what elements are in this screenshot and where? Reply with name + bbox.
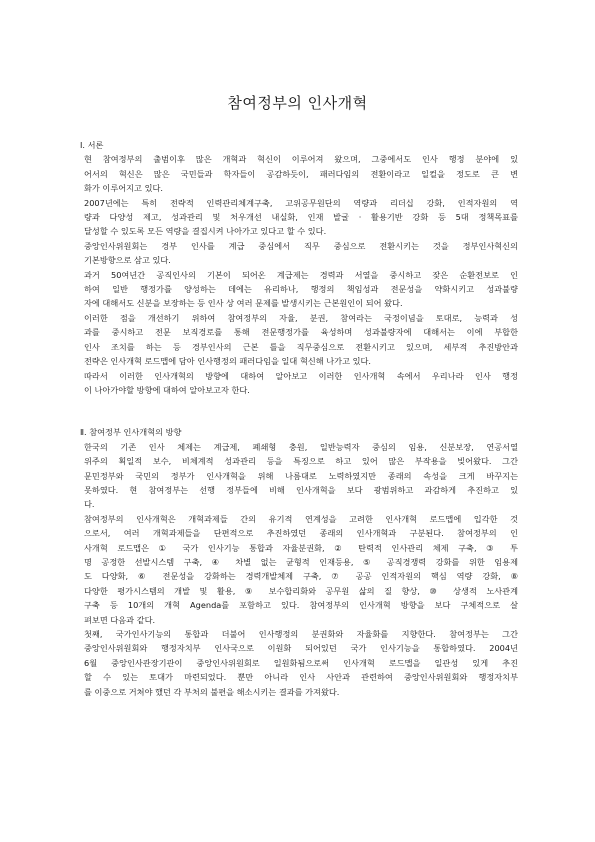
text-line: 한국의 기존 인사 체제는 계급제, 폐쇄형 충원, 일반능력자 중심의 임용, 신분보장, 연공서열 (84, 441, 518, 452)
text-line: 명 공정한 선발시스템 구축, ④ 차별 없는 균형적 인재등용, ⑤ 공직경쟁력 강화를 위한 임용제 (84, 556, 518, 567)
section-reform-direction (80, 440, 518, 699)
text-line: 할 수 있는 토대가 마련되었다. 뿐만 아니라 인사 사안과 관련하여 중앙인사위원회와 행정자치부 (84, 672, 518, 683)
paragraph (80, 152, 518, 195)
text-line: 과를 중시하고 전문 보직경로를 통해 전문행정가를 육성하며 성과불량자에 대해서는 이에 부합한 (84, 327, 518, 338)
paragraph (80, 440, 518, 512)
paragraph (80, 268, 518, 311)
text-line: 를 이중으로 거쳐야 했던 각 부처의 불편을 해소시키는 결과를 가져왔다. (84, 686, 340, 697)
text-line: 현 참여정부의 출범이후 많은 개혁과 혁신이 이루어져 왔으며, 그중에서도 인사 행정 분야에 있 (84, 154, 518, 165)
paragraph (80, 311, 518, 369)
text-line: 중앙인사위원회는 경부 인사를 계급 중심에서 직무 중심으로 전환시키는 것을 정부인사혁신의 (84, 240, 518, 251)
text-line: 다양한 평가시스템의 개발 및 활용, ⑨ 보수합리화와 공무원 삶의 질 향상, ⑩ 상생적 노사관계 (84, 585, 518, 596)
paragraph (80, 369, 518, 398)
text-line: 사개혁 로드맵은 ① 국가 인사기능 통합과 자율분권화, ② 탄력적 인사관리 체제 구축, ③ 투 (84, 542, 518, 553)
text-line: 화가 이루어지고 있다. (84, 183, 163, 194)
text-line: 참여정부의 인사개혁은 개혁과제들 간의 유기적 연계성을 고려한 인사개혁 로드맵에 입각한 것 (84, 513, 518, 524)
text-line: 따라서 이러한 인사개혁의 방향에 대하여 알아보고 이러한 인사개혁 속에서 우리나라 인사 행정 (84, 370, 518, 381)
section-gap (80, 397, 518, 411)
section-gap (80, 411, 518, 425)
paragraph (80, 239, 518, 268)
text-line: 첫째, 국가인사기능의 통합과 더불어 인사행정의 분권화와 자율화를 지향한다. 참여정부는 그간 (84, 629, 518, 639)
text-line: 구축 등 10개의 개혁 Agenda를 포함하고 있다. 참여정부의 인사개혁 방향을 보다 구체적으로 살 (84, 600, 518, 611)
paragraph (80, 627, 518, 699)
text-line: 못하였다. 현 참여정부는 선행 정부들에 비해 인사개혁을 보다 광범위하고 과감하게 추진하고 있 (84, 484, 518, 495)
page-title: 참여정부의 인사개혁 (227, 94, 368, 112)
text-line: 어서의 혁신은 많은 국민들과 학자들이 공감하듯이, 패러다임의 전환이라고 일컬을 정도로 큰 변 (84, 168, 518, 179)
text-line: 과거 50여년간 공직인사의 기본이 되어온 계급제는 경력과 서열을 중시하고 잦은 순환전보로 인 (84, 269, 518, 280)
document-body (80, 138, 518, 699)
section-heading-reform-direction: Ⅱ. 참여정부 인사개혁의 방향 (80, 427, 182, 438)
section-heading-introduction: Ⅰ. 서론 (80, 140, 104, 150)
text-line: 도 다양화, ⑥ 전문성을 강화하는 경력개발체제 구축, ⑦ 공공 인적자원의 핵심 역량 강화, ⑧ (84, 571, 518, 582)
text-line: 달성할 수 있도록 모든 역량을 결집시켜 나아가고 있다고 할 수 있다. (84, 226, 327, 237)
text-line: 으로서, 여러 개혁과제들을 단편적으로 추진하였던 종래의 인사개혁과 구분된다. 참여정부의 인 (84, 528, 518, 539)
text-line: 량과 다양성 제고, 성과관리 및 처우개선 내실화, 인재 발굴 · 활용기반 강화 등 5대 정책목표를 (84, 212, 518, 223)
text-line: 2007년에는 특히 전략적 인력관리체계구축, 고위공무원단의 역량과 리더십 강화, 인적자원의 역 (84, 197, 518, 208)
text-line: 하여 일반 행정가를 양성하는 데에는 유리하나, 행정의 책임성과 전문성을 약화시키고 성과불량 (84, 284, 518, 295)
text-line: 자에 대해서도 신분을 보장하는 등 인사 상 여러 문제를 발생시키는 근본원인이 되어 왔다. (84, 298, 403, 309)
text-line: 이 나아가야할 방향에 대하여 알아보고자 한다. (84, 384, 250, 395)
paragraph (80, 512, 518, 627)
section-introduction (80, 152, 518, 397)
text-line: 전략은 인사개혁 로드맵에 담아 인사행정의 패러다임을 일대 혁신해 나가고 있다. (84, 356, 372, 367)
text-line: 6월 중앙인사관장기관이 중앙인사위원회로 일원화됨으로써 인사개혁 로드맵을 일관성 있게 추진 (84, 657, 518, 668)
text-line: 다. (84, 499, 95, 510)
text-line: 펴보면 다음과 같다. (84, 614, 156, 625)
text-line: 인사 조치를 하는 등 경부인사의 근본 틀을 직무중심으로 전환시키고 있으며, 세부적 추진방안과 (84, 341, 518, 352)
text-line: 위주의 획일적 보수, 비체계적 성과관리 등을 특징으로 하고 있어 많은 부작용을 빚어왔다. 그간 (84, 456, 518, 467)
text-line: 이러한 점을 개선하기 위하여 참여정부의 자율, 분권, 참여라는 국정이념을 토대로, 능력과 성 (84, 312, 518, 323)
text-line: 문민정부와 국민의 정부가 인사개혁을 위해 나름대로 노력하였지만 종래의 속성을 크게 바꾸지는 (84, 470, 518, 481)
text-line: 기본방향으로 삼고 있다. (84, 255, 171, 266)
paragraph (80, 196, 518, 239)
text-line: 중앙인사위원회와 행정자치부 인사국으로 이원화 되어있던 국가 인사기능을 통합하였다. 2004년 (84, 643, 518, 654)
